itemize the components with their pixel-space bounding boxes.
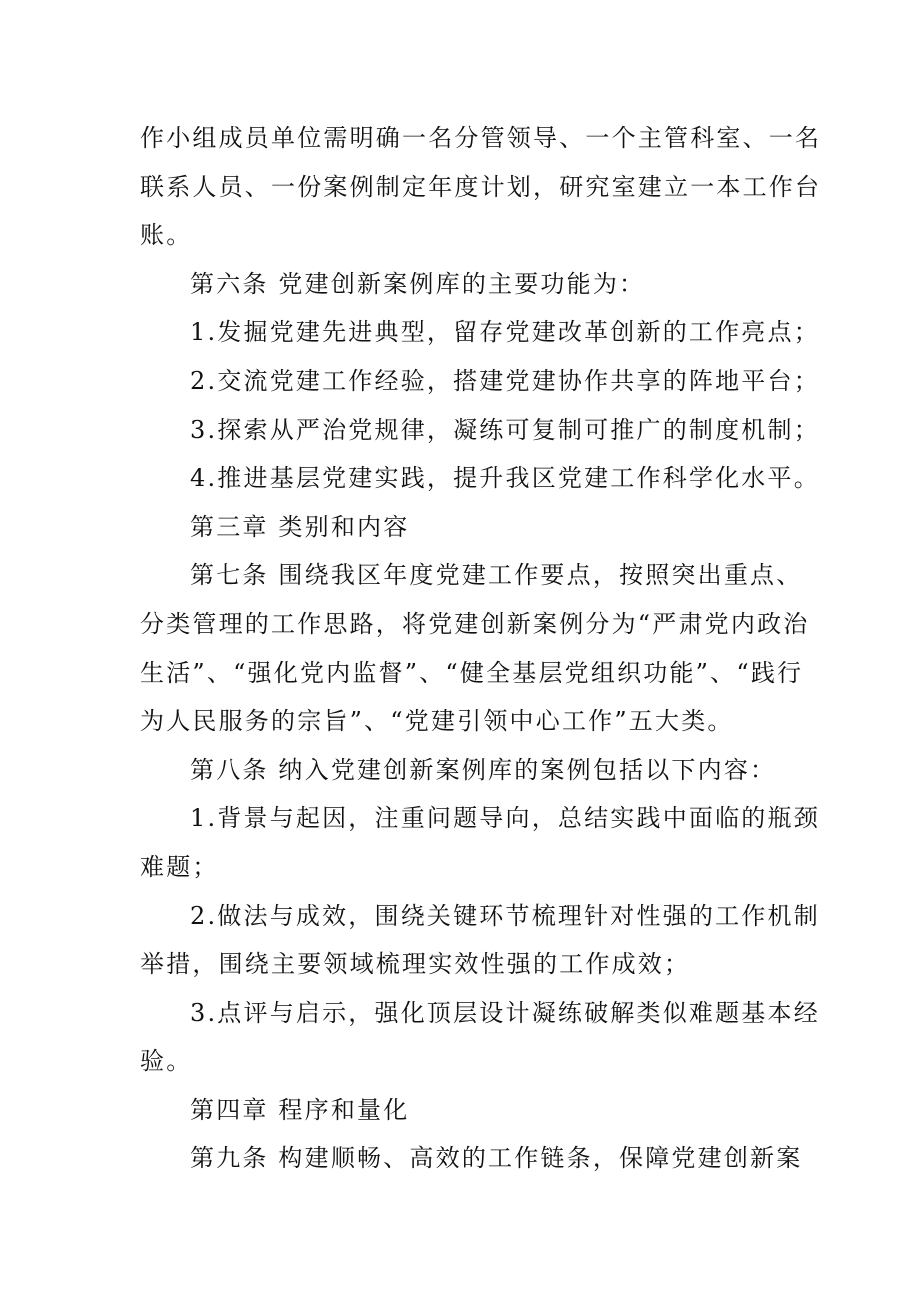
article-heading: 第七条 围绕我区年度党建工作要点，按照突出重点、: [190, 561, 803, 590]
list-item: 3.探索从严治党规律，凝练可复制可推广的制度机制；: [190, 415, 820, 444]
list-item: 4.推进基层党建实践，提升我区党建工作科学化水平。: [190, 464, 820, 493]
list-item: 1.发掘党建先进典型，留存党建改革创新的工作亮点；: [190, 318, 820, 347]
list-item: 2.交流党建工作经验，搭建党建协作共享的阵地平台；: [190, 366, 820, 395]
list-item: 1.背景与起因，注重问题导向，总结实践中面临的瓶颈: [190, 804, 820, 833]
paragraph-line: 验。: [140, 1047, 193, 1076]
paragraph-line: 账。: [140, 221, 193, 250]
paragraph-line: 联系人员、一份案例制定年度计划，研究室建立一本工作台: [140, 172, 822, 201]
paragraph-line: 作小组成员单位需明确一名分管领导、一个主管科室、一名: [140, 124, 822, 152]
document-body: [140, 114, 822, 1183]
chapter-heading: 第三章 类别和内容: [190, 512, 410, 541]
list-item: 3.点评与启示，强化顶层设计凝练破解类似难题基本经: [190, 998, 820, 1027]
paragraph-line: 举措，围绕主要领域梳理实效性强的工作成效；: [140, 950, 691, 979]
list-item: 2.做法与成效，围绕关键环节梳理针对性强的工作机制: [190, 901, 820, 930]
article-heading: 第八条 纳入党建创新案例库的案例包括以下内容：: [190, 755, 777, 784]
paragraph-line: 生活”、“强化党内监督”、“健全基层党组织功能”、“践行: [140, 658, 804, 687]
paragraph-line: 分类管理的工作思路，将党建创新案例分为“严肃党内政治: [140, 609, 810, 638]
article-heading: 第六条 党建创新案例库的主要功能为：: [190, 269, 646, 298]
paragraph-line: 为人民服务的宗旨”、“党建引领中心工作”五大类。: [140, 707, 734, 736]
article-heading: 第九条 构建顺畅、高效的工作链条，保障党建创新案: [190, 1144, 803, 1173]
chapter-heading: 第四章 程序和量化: [190, 1095, 410, 1124]
paragraph-line: 难题；: [140, 852, 219, 881]
